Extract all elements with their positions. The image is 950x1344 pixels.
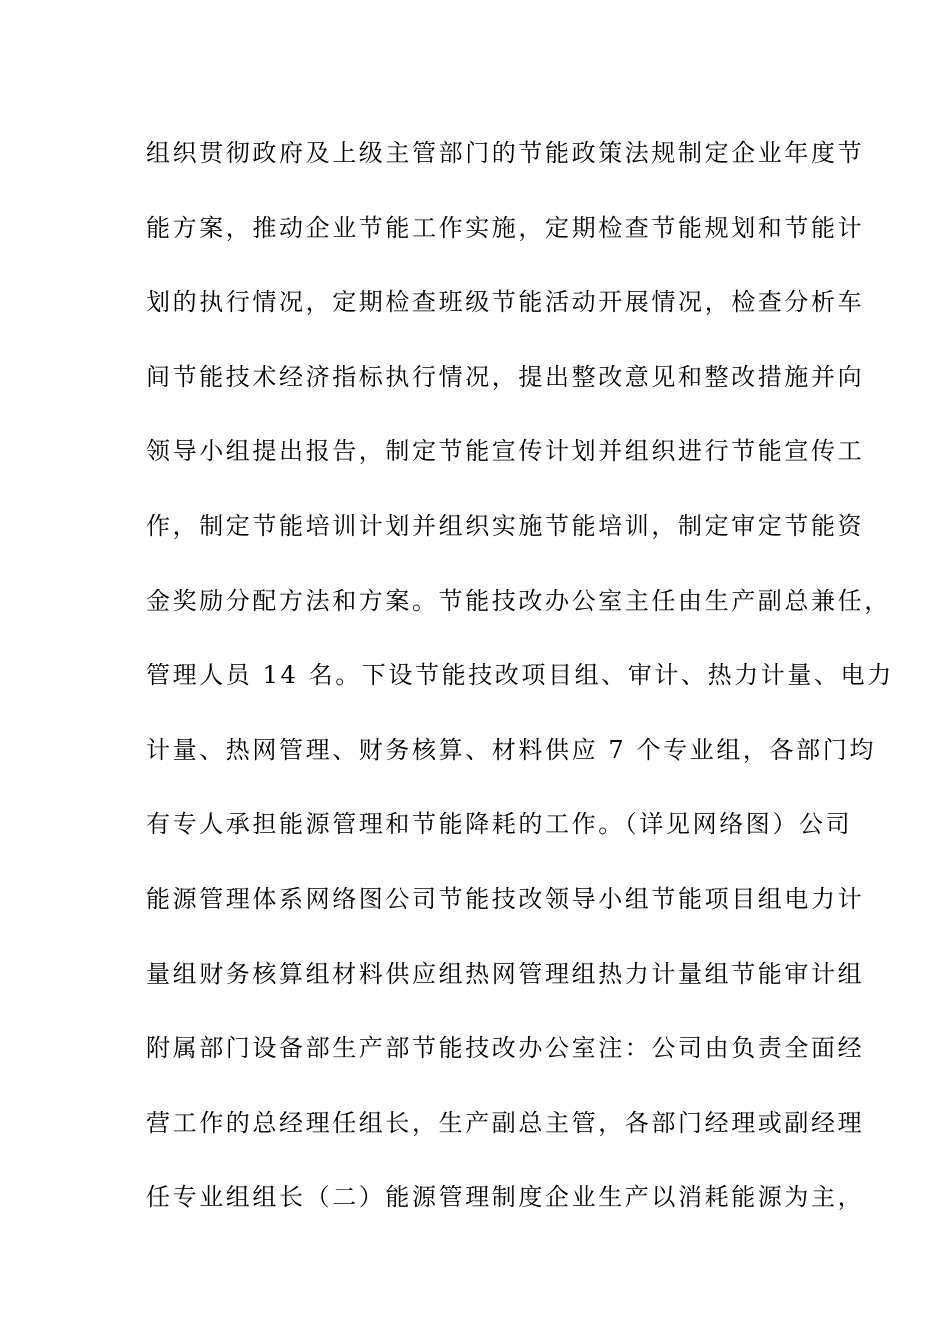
text-line: 量组财务核算组材料供应组热网管理组热力计量组节能审计组 xyxy=(146,959,865,988)
text-line: 领导小组提出报告，制定节能宣传计划并组织进行节能宣传工 xyxy=(146,437,865,466)
text-line: 有专人承担能源管理和节能降耗的工作。（详见网络图）公司 xyxy=(146,810,853,839)
text-line: 能方案，推动企业节能工作实施，定期检查节能规划和节能计 xyxy=(146,213,865,242)
text-line: 划的执行情况，定期检查班级节能活动开展情况，检查分析车 xyxy=(146,288,865,317)
body-text xyxy=(146,131,894,1250)
text-line: 金奖励分配方法和方案。节能技改办公室主任由生产副总兼任， xyxy=(146,586,891,615)
text-line: 管理人员 14 名。下设节能技改项目组、审计、热力计量、电力 xyxy=(146,661,894,690)
text-line: 间节能技术经济指标执行情况，提出整改意见和整改措施并向 xyxy=(146,362,865,391)
text-line: 计量、热网管理、财务核算、材料供应 7 个专业组，各部门均 xyxy=(146,735,876,764)
text-line: 营工作的总经理任组长，生产副总主管，各部门经理或副经理 xyxy=(146,1108,865,1137)
text-line: 组织贯彻政府及上级主管部门的节能政策法规制定企业年度节 xyxy=(146,139,865,167)
text-line: 作，制定节能培训计划并组织实施节能培训，制定审定节能资 xyxy=(146,511,865,540)
text-line: 附属部门设备部生产部节能技改办公室注：公司由负责全面经 xyxy=(146,1034,865,1063)
text-line: 任专业组组长（二）能源管理制度企业生产以消耗能源为主， xyxy=(146,1183,865,1212)
text-line: 能源管理体系网络图公司节能技改领导小组节能项目组电力计 xyxy=(146,884,865,913)
